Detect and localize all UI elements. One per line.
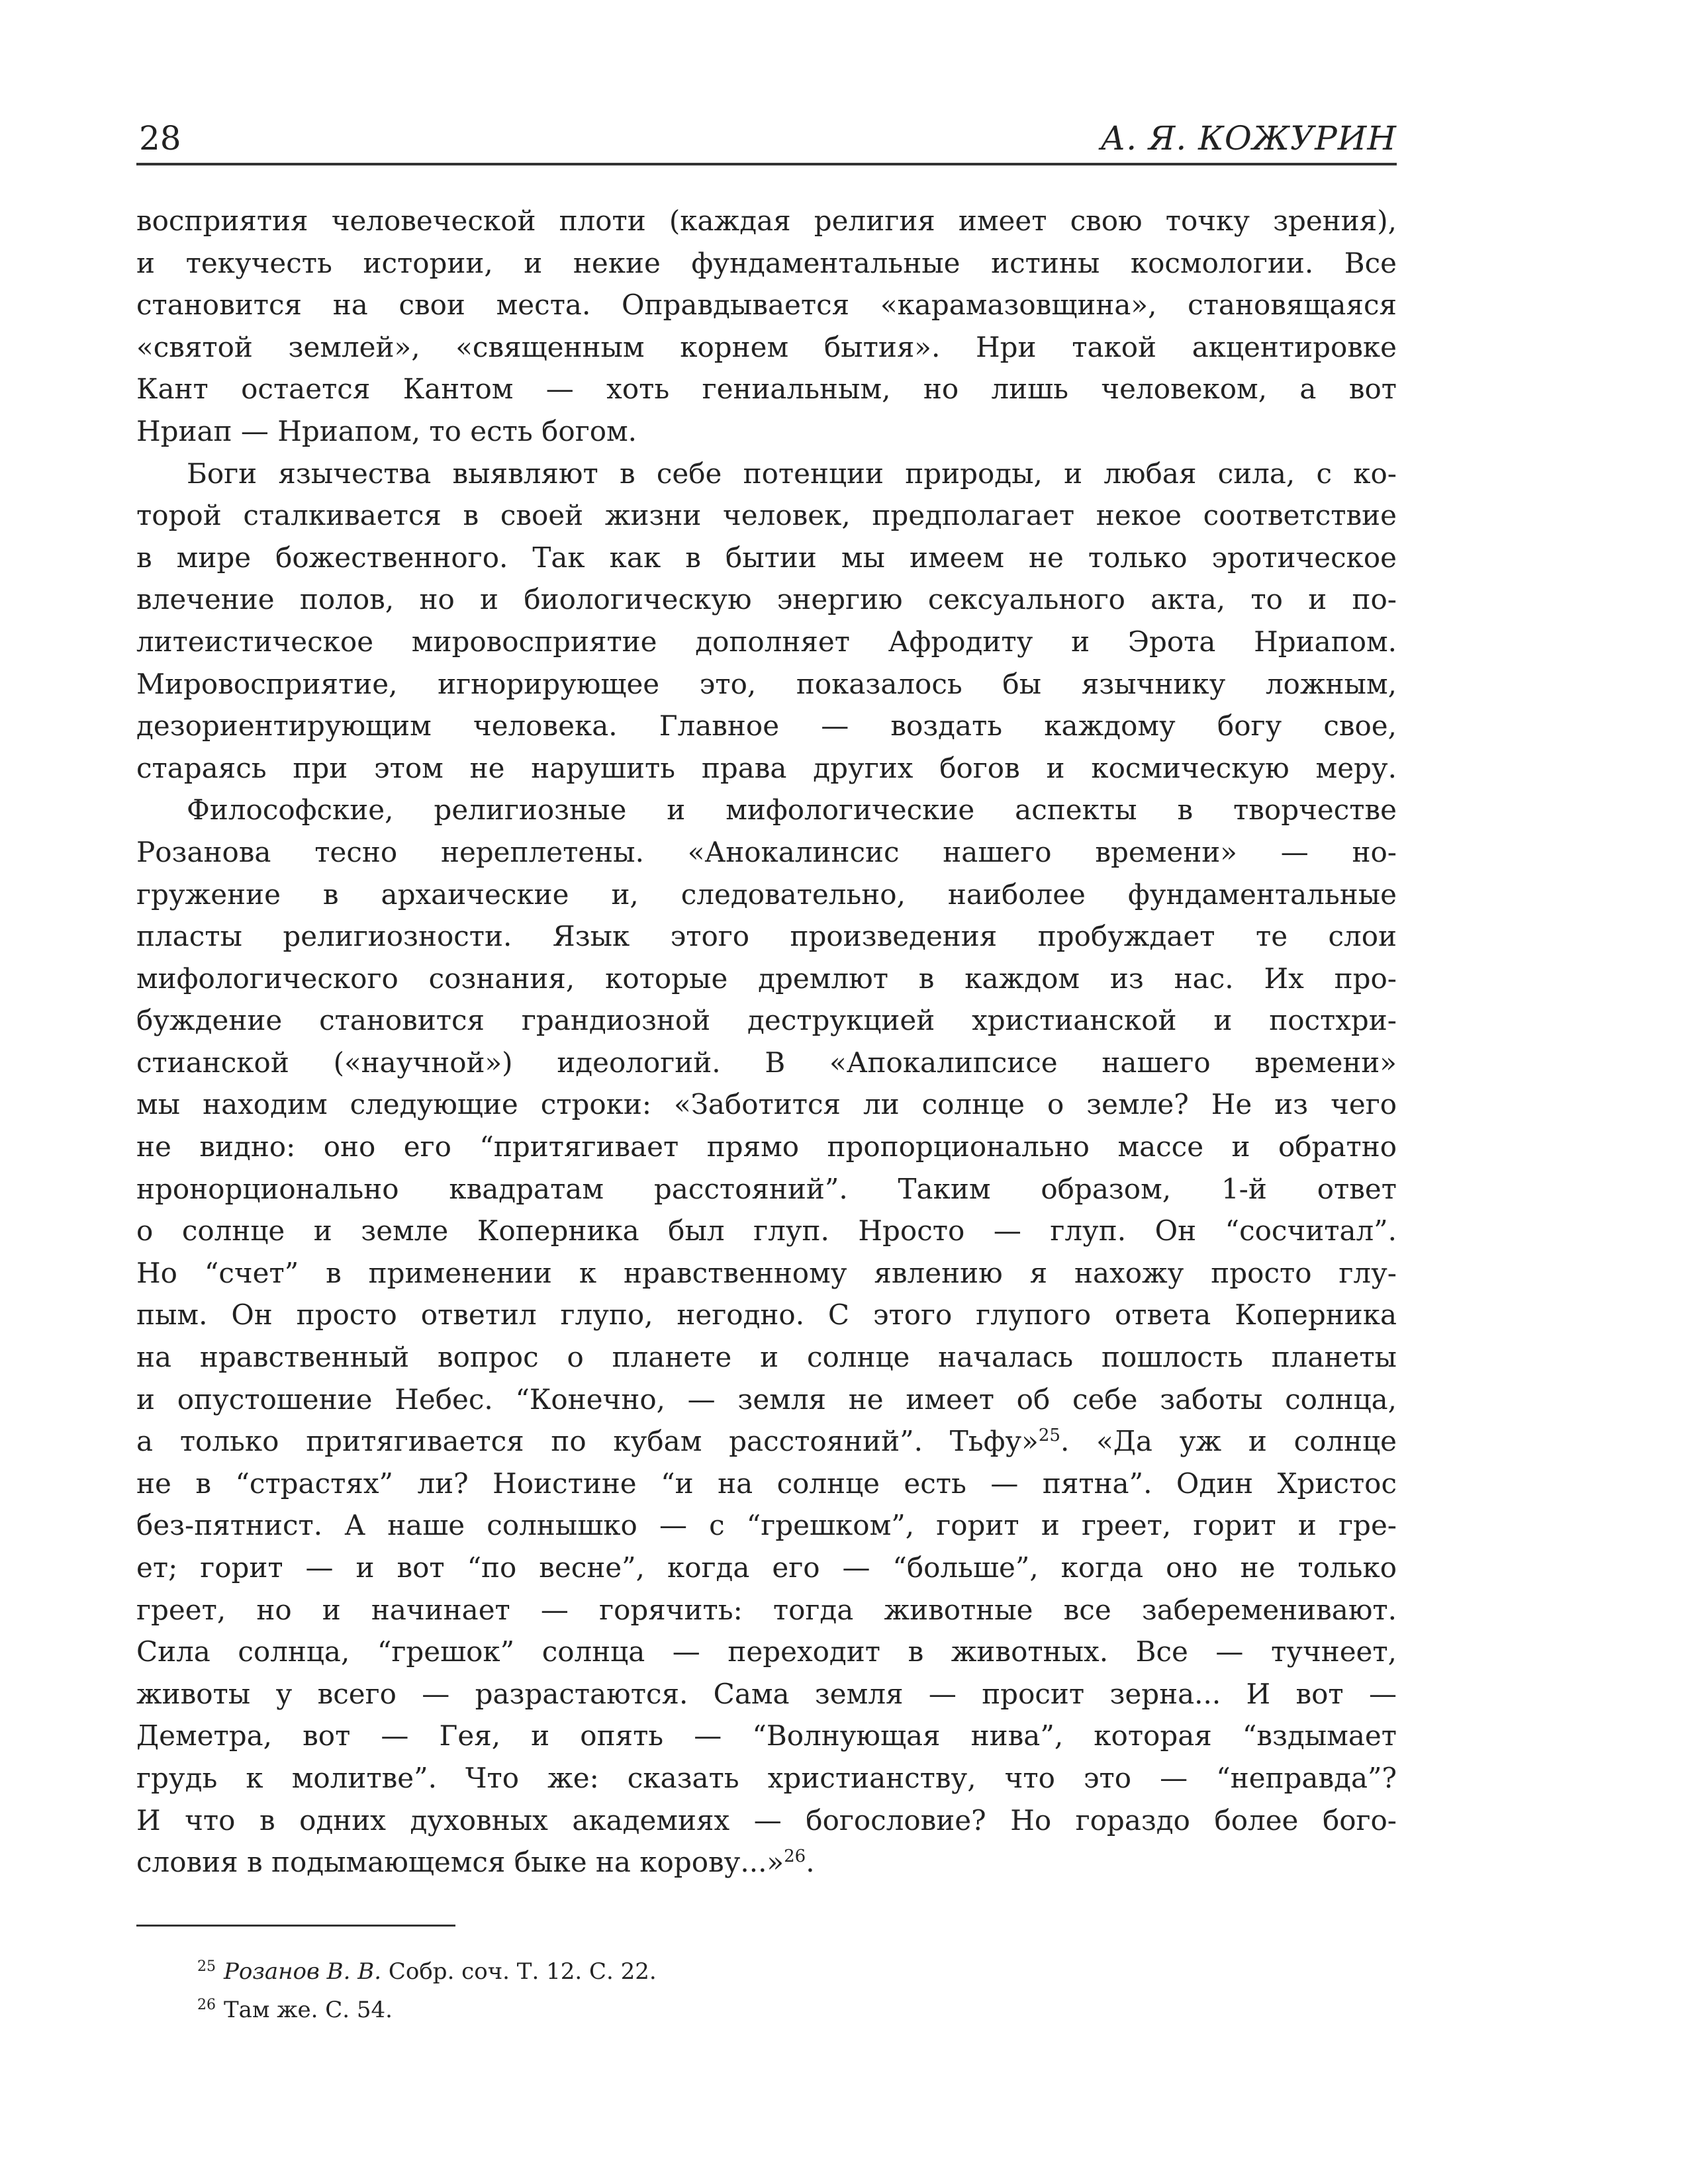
text-line-with-footnote-25 xyxy=(136,1420,1397,1463)
text-segment: . xyxy=(806,1846,815,1879)
page-header xyxy=(136,99,1397,165)
text-line: и текучесть истории, и некие фундаментальные истины космологии. Все xyxy=(136,246,1397,279)
text-line: пласты религиозности. Язык этого произведения пробуждает те слои xyxy=(136,920,1397,953)
text-line: в мире божественного. Так как в бытии мы имеем не только эротическое xyxy=(136,541,1397,574)
main-text xyxy=(136,200,1397,1884)
text-line: о солнце и земле Коперника был глуп. Нросто — глуп. Он “сосчитал”. xyxy=(136,1214,1397,1248)
paragraph-3 xyxy=(136,789,1397,1883)
footnote-number: 26 xyxy=(197,1996,216,2013)
text-line: и опустошение Небес. “Конечно, — земля не имеет об себе заботы солнца, xyxy=(136,1383,1397,1416)
text-line: Мировосприятие, игнорирующее это, показалось бы язычнику ложным, xyxy=(136,667,1397,700)
text-line: мы находим следующие строки: «Заботится ли солнце о земле? Не из чего xyxy=(136,1088,1397,1121)
text-line: дезориентирующим человека. Главное — воздать каждому богу свое, xyxy=(136,709,1397,743)
text-line: стианской («научной») идеологий. В «Апокалипсисе нашего времени» xyxy=(136,1046,1397,1079)
text-line: Розанова тесно нереплетены. «Анокалинсис нашего времени» — но- xyxy=(136,835,1397,868)
text-line: без-пятнист. А наше солнышко — с “грешком”, горит и греет, горит и гре- xyxy=(136,1509,1397,1542)
text-segment: . «Да уж и солнце xyxy=(1060,1425,1397,1458)
text-line: восприятия человеческой плоти (каждая религия имеет свою точку зрения), xyxy=(136,205,1397,237)
footnote-separator xyxy=(136,1925,455,1927)
footnote-ref-26[interactable]: 26 xyxy=(784,1846,806,1867)
text-line: буждение становится грандиозной деструкцией христианской и постхри- xyxy=(136,1004,1397,1037)
text-segment: словия в подымающемся быке на корову...» xyxy=(136,1846,784,1879)
text-line: мифологического сознания, которые дремлют в каждом из нас. Их про- xyxy=(136,962,1397,995)
paragraph-2 xyxy=(136,453,1397,790)
text-line-with-footnote-26 xyxy=(136,1841,1397,1884)
text-line: ет; горит — и вот “по весне”, когда его — “больше”, когда оно не только xyxy=(136,1551,1397,1584)
paragraph-1 xyxy=(136,200,1397,453)
text-segment: а только притягивается по кубам расстояний”. Тьфу» xyxy=(136,1425,1039,1458)
text-line: Нриап — Нриапом, то есть богом. xyxy=(136,414,637,447)
text-line: Кант остается Кантом — хоть гениальным, но лишь человеком, а вот xyxy=(136,373,1397,406)
text-line: становится на свои места. Оправдывается «карамазовщина», становящаяся xyxy=(136,289,1397,322)
text-line: Философские, религиозные и мифологические аспекты в творчестве xyxy=(187,794,1397,827)
text-line: не в “страстях” ли? Ноистине “и на солнце есть — пятна”. Один Христос xyxy=(136,1467,1397,1500)
running-head-author: А. Я. КОЖУРИН xyxy=(1100,119,1397,158)
page-number: 28 xyxy=(139,119,181,158)
footnote-author: Розанов В. В. xyxy=(224,1958,382,1985)
text-line: «святой землей», «священным корнем бытия». Нри такой акцентировке xyxy=(136,330,1397,363)
footnote-text: Собр. соч. Т. 12. С. 22. xyxy=(388,1958,657,1985)
footnote-25 xyxy=(136,1952,1397,1991)
text-line: Боги язычества выявляют в себе потенции природы, и любая сила, с ко- xyxy=(187,457,1397,490)
text-line: Но “счет” в применении к нравственному явлению я нахожу просто глу- xyxy=(136,1256,1397,1289)
text-line: торой сталкивается в своей жизни человек, предполагает некое соответствие xyxy=(136,499,1397,532)
text-line: Деметра, вот — Гея, и опять — “Волнующая нива”, которая “вздымает xyxy=(136,1719,1397,1752)
text-line: влечение полов, но и биологическую энергию сексуального акта, то и по- xyxy=(136,583,1397,616)
book-page xyxy=(136,99,1397,2151)
text-line: нронорционально квадратам расстояний”. Таким образом, 1-й ответ xyxy=(136,1172,1397,1205)
text-line: греет, но и начинает — горячить: тогда животные все забеременивают. xyxy=(136,1593,1397,1626)
text-line: пым. Он просто ответил глупо, негодно. С этого глупого ответа Коперника xyxy=(136,1298,1397,1332)
text-line: не видно: оно его “притягивает прямо пропорционально массе и обратно xyxy=(136,1130,1397,1163)
text-line: литеистическое мировосприятие дополняет Афродиту и Эрота Нриапом. xyxy=(136,625,1397,658)
text-line: стараясь при этом не нарушить права других богов и космическую меру. xyxy=(136,751,1397,784)
text-line: Сила солнца, “грешок” солнца — переходит в животных. Все — тучнеет, xyxy=(136,1635,1397,1668)
footnote-number: 25 xyxy=(197,1958,216,1975)
footnote-ref-25[interactable]: 25 xyxy=(1038,1426,1060,1446)
text-line: гружение в архаические и, следовательно, наиболее фундаментальные xyxy=(136,878,1397,911)
text-line: грудь к молитве”. Что же: сказать христианству, что это — “неправда”? xyxy=(136,1761,1397,1794)
footnotes xyxy=(136,1952,1397,2029)
text-line: животы у всего — разрастаются. Сама земля — просит зерна... И вот — xyxy=(136,1677,1397,1710)
footnote-text: Там же. С. 54. xyxy=(224,1997,393,2023)
text-line: на нравственный вопрос о планете и солнце началась пошлость планеты xyxy=(136,1341,1397,1374)
footnote-26 xyxy=(136,1991,1397,2029)
text-line: И что в одних духовных академиях — богословие? Но гораздо более бого- xyxy=(136,1803,1397,1837)
